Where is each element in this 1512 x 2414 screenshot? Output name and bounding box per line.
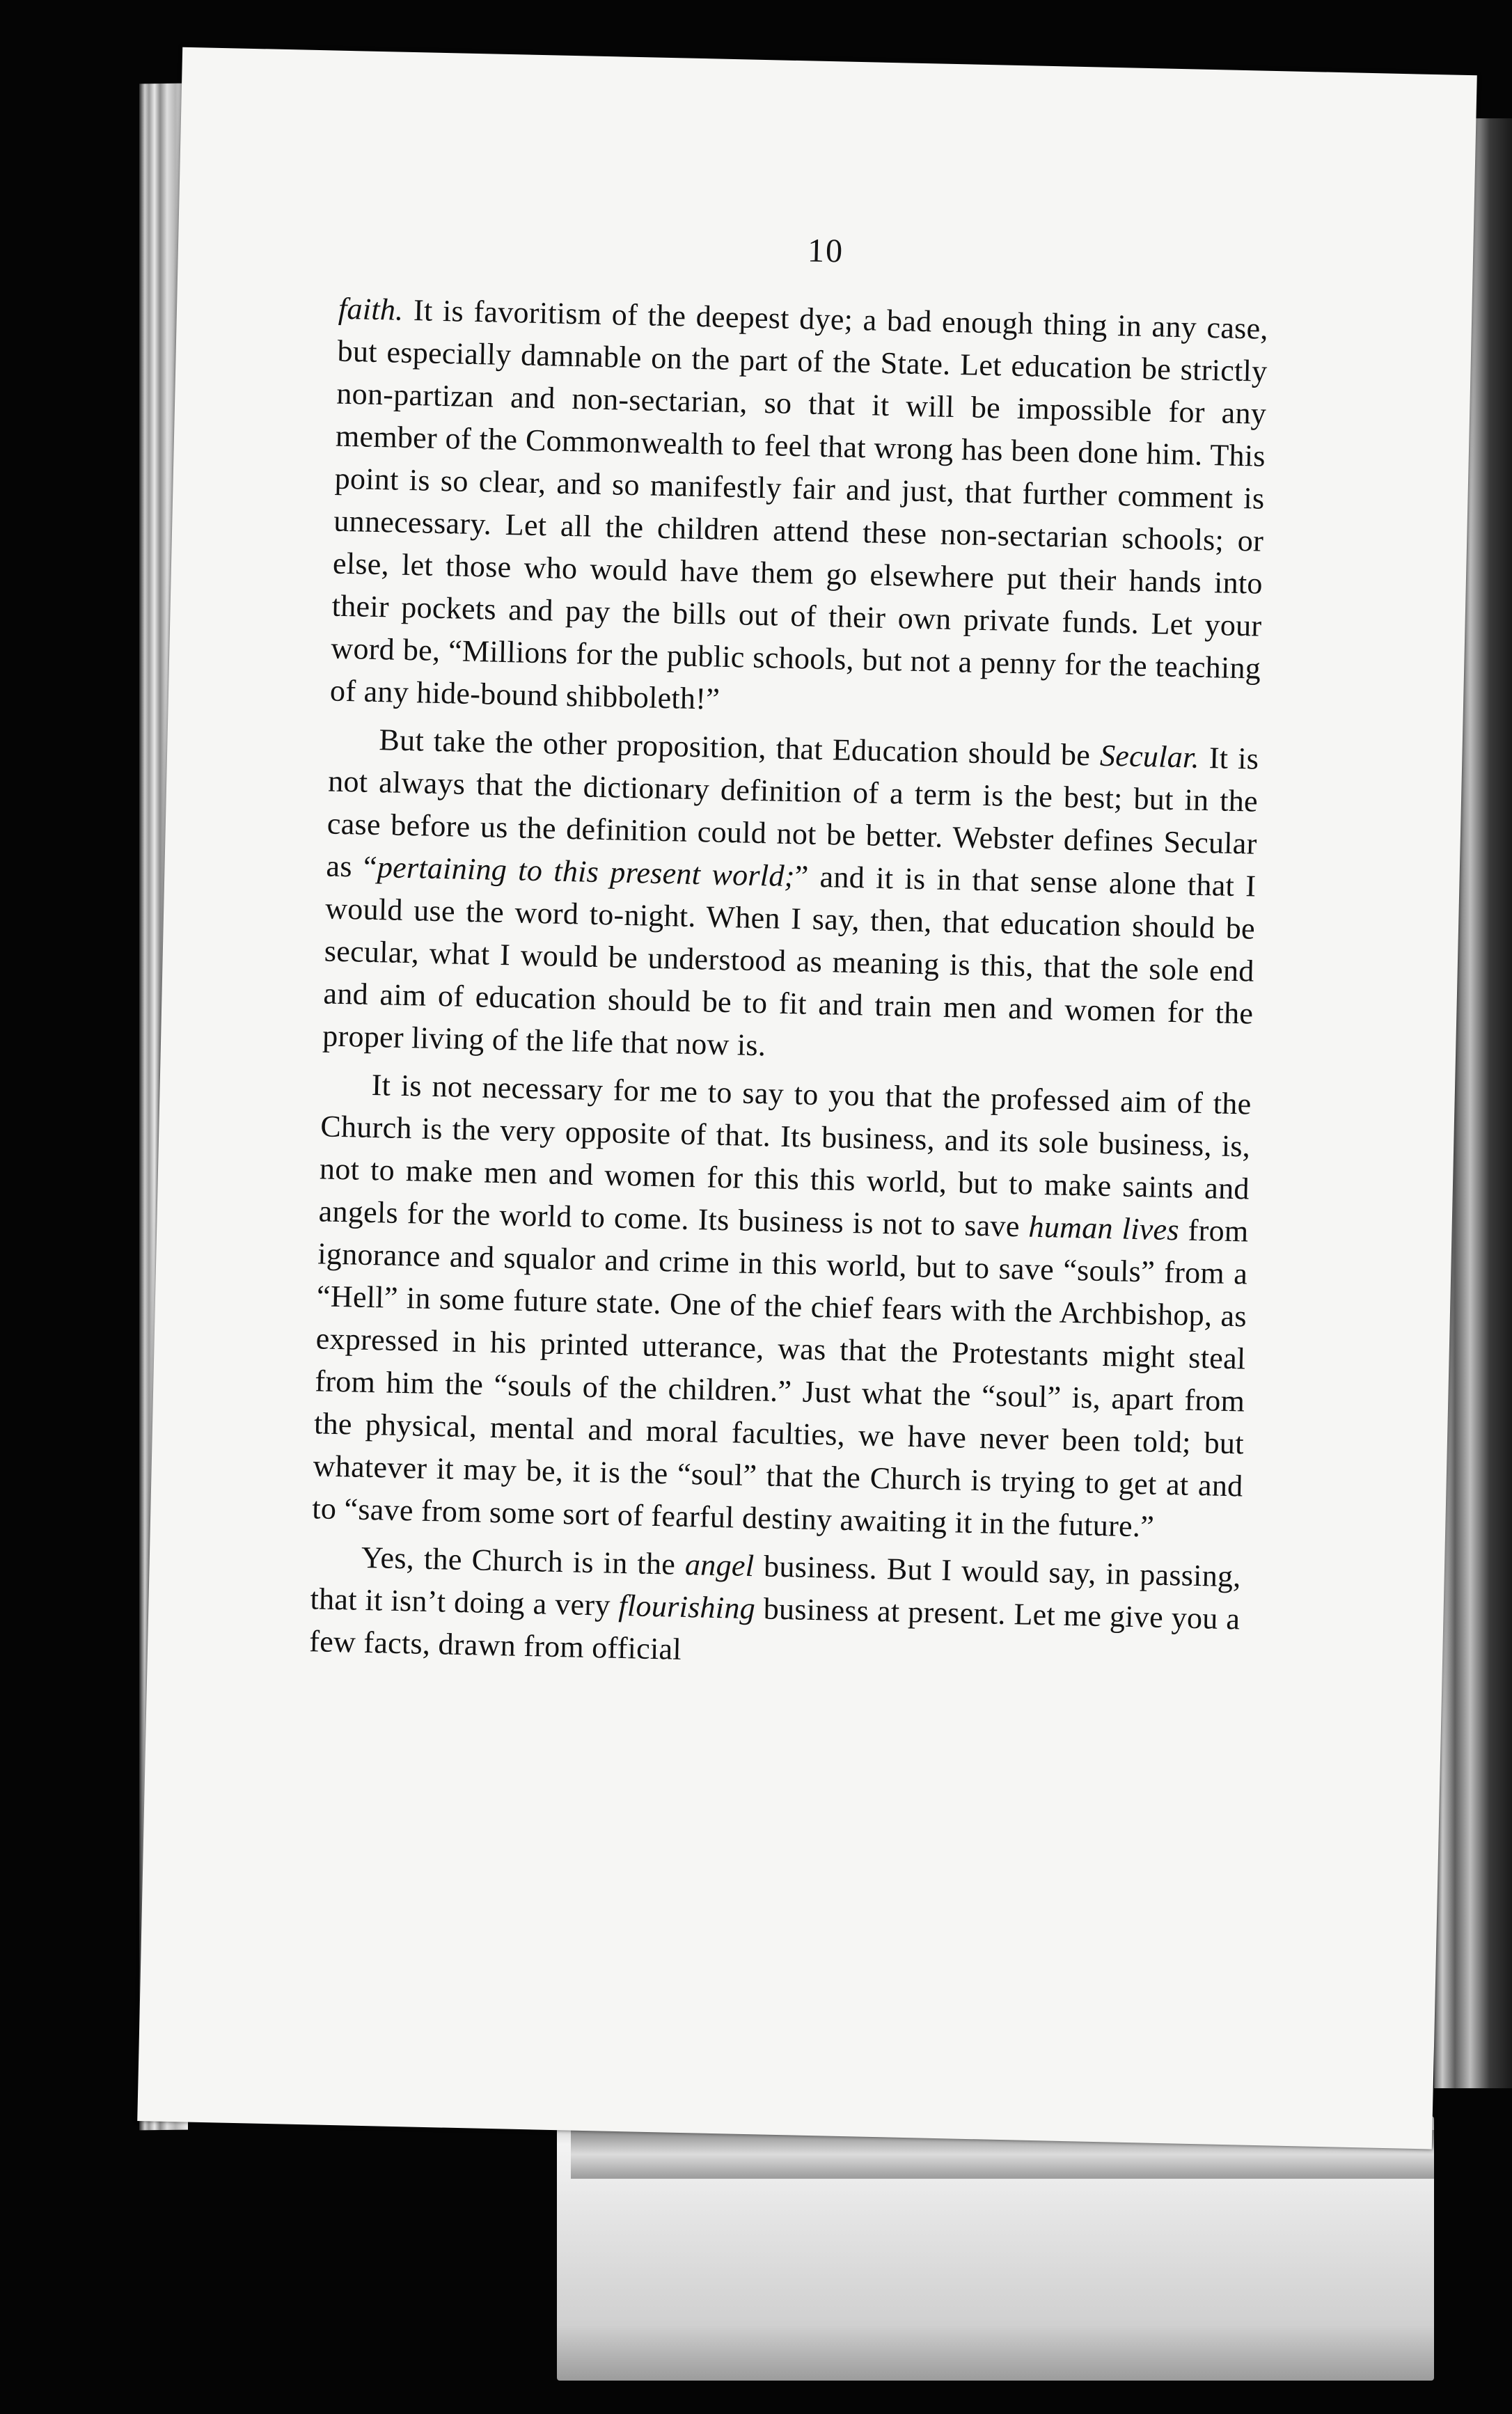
text-run: from ignorance and squalor and crime in this world, but to save “souls” from a “Hell” in some future state. One of the chief fears with the Archbishop, as expressed in his printed utterance, was that the Protestants might steal from him the “souls of the children.” Just what the “soul” is, apart from the physical, mental and moral faculties, we have never been told; but whatever it may be, it is the “soul” that the Church is trying to get at and to “save from some sort of fearful destiny awaiting it in the future.” — [311, 1213, 1249, 1544]
paragraph-1 — [329, 287, 1268, 732]
italic-text: faith. — [338, 291, 404, 327]
paragraph-2 — [322, 718, 1259, 1078]
text-run: business. But I would say, in passing, that it isn’t doing a very — [310, 1549, 1242, 1623]
text-run: But take the other proposition, that Education should be — [379, 723, 1101, 773]
text-run: It is favoritism of the deepest dye; a bad enough thing in any case, but especially damnable on the part of the State. Let education be strictly non-partizan and non-sectarian, so that it will be impossible for any member of the Commonwealth to feel that wrong has been done him. This point is so clear, and so manifestly fair and just, that further comment is unnecessary. Let all the children attend these non-sectarian schools; or else, let those who would have them go elsewhere put their hands into their pockets and pay the bills out of their own private funds. Let your word be, “Millions for the public schools, but not a penny for the teaching of any hide-bound shibboleth!” — [329, 292, 1269, 716]
paragraph-3 — [312, 1062, 1252, 1549]
italic-text: flourishing — [618, 1588, 756, 1626]
text-run: It is not always that the dictionary definition of a term is the best; but in the case before us the definition could not be better. Webster defines Secular as “ — [326, 740, 1259, 885]
paragraph-4 — [309, 1535, 1242, 1682]
text-run: Yes, the Church is in the — [361, 1540, 686, 1581]
body-text — [308, 287, 1268, 1689]
text-run: ” and it is in that sense alone that I would use the word to-night. When I say, then, that education should be secular, what I would be understood as meaning is this, that the sole end and aim of education should be to fit and train men and women for the proper living of the life that now is. — [322, 859, 1257, 1063]
text-run: business at present. Let me give you a few facts, drawn from official — [308, 1591, 1241, 1666]
book-page — [137, 47, 1477, 2149]
italic-text: angel — [684, 1547, 755, 1584]
italic-text: pertaining to this present world; — [377, 850, 796, 894]
italic-text: Secular. — [1099, 738, 1200, 775]
text-run: It is not necessary for me to say to you that the professed aim of the Church is the very opposite of that. Its business, and its sole business, is, not to make men and women for this this world, but to make saints and angels for the world to come. Its business is not to save — [318, 1067, 1252, 1244]
italic-text: human lives — [1028, 1209, 1180, 1247]
page-number: 10 — [807, 232, 844, 270]
